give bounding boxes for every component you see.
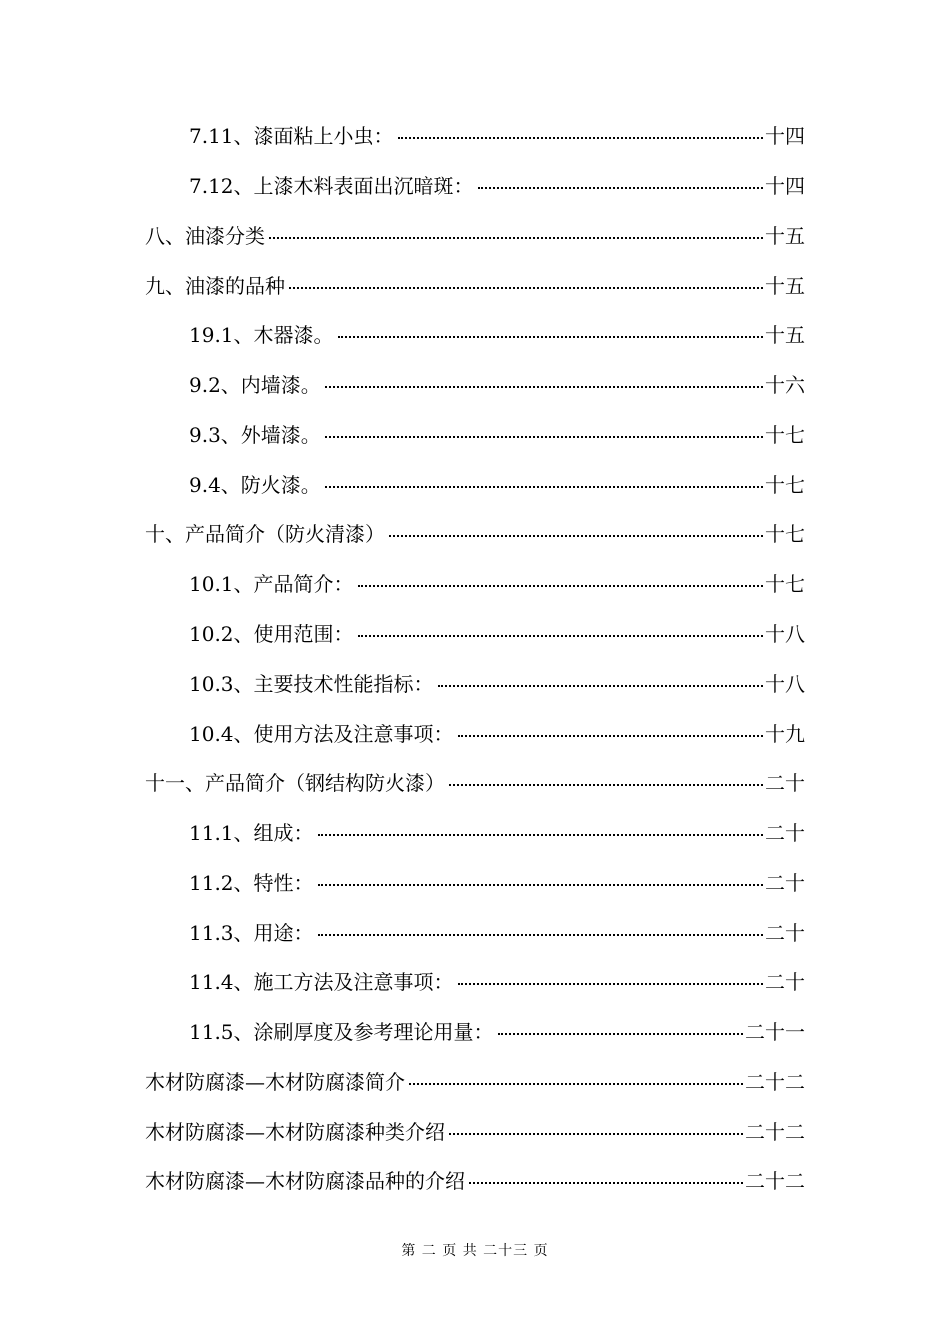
toc-entry-page: 十四	[765, 124, 805, 148]
toc-entry[interactable]	[189, 570, 805, 598]
toc-entry-page: 二十	[765, 821, 805, 845]
toc-entry-title: 10.4、使用方法及注意事项：	[189, 722, 454, 746]
toc-dot-leader	[318, 934, 763, 936]
toc-dot-leader	[478, 187, 763, 189]
toc-dot-leader	[325, 436, 763, 438]
toc-entry-page: 二十	[765, 871, 805, 895]
toc-entry-page: 十七	[765, 522, 805, 546]
toc-entry-page: 十七	[765, 423, 805, 447]
toc-entry[interactable]	[145, 1167, 805, 1195]
toc-dot-leader	[338, 336, 763, 338]
toc-entry[interactable]	[145, 222, 805, 250]
toc-entry[interactable]	[145, 272, 805, 300]
toc-entry-title: 9.4、防火漆。	[189, 473, 321, 497]
toc-entry-title: 19.1、木器漆。	[189, 323, 334, 347]
toc-entry-page: 十七	[765, 572, 805, 596]
toc-entry-title: 11.1、组成：	[189, 821, 314, 845]
toc-entry-page: 十六	[765, 373, 805, 397]
toc-entry-page: 十四	[765, 174, 805, 198]
toc-entry[interactable]	[189, 421, 805, 449]
page-footer: 第 二 页 共 二十三 页	[401, 1243, 549, 1259]
toc-entry[interactable]	[189, 869, 805, 897]
toc-entry-title: 十、产品简介（防火清漆）	[145, 522, 385, 546]
toc-entry-title: 11.5、涂刷厚度及参考理论用量：	[189, 1020, 494, 1044]
toc-entry-title: 八、油漆分类	[145, 224, 265, 248]
toc-entry-page: 十五	[765, 274, 805, 298]
toc-dot-leader	[438, 685, 763, 687]
toc-dot-leader	[409, 1083, 743, 1085]
toc-entry-page: 十九	[765, 722, 805, 746]
toc-entry-title: 10.3、主要技术性能指标：	[189, 672, 434, 696]
toc-dot-leader	[318, 834, 763, 836]
toc-entry-title: 11.2、特性：	[189, 871, 314, 895]
toc-entry[interactable]	[145, 1068, 805, 1096]
toc-entry[interactable]	[189, 122, 805, 150]
toc-entry-page: 十七	[765, 473, 805, 497]
toc-entry-page: 二十一	[745, 1020, 805, 1044]
toc-entry-title: 木材防腐漆—木材防腐漆简介	[145, 1070, 405, 1094]
toc-entry[interactable]	[189, 471, 805, 499]
toc-entry-title: 7.11、漆面粘上小虫：	[189, 124, 394, 148]
toc-entry-title: 11.4、施工方法及注意事项：	[189, 970, 454, 994]
toc-dot-leader	[498, 1033, 743, 1035]
toc-dot-leader	[289, 287, 763, 289]
toc-entry-title: 11.3、用途：	[189, 921, 314, 945]
toc-dot-leader	[325, 486, 763, 488]
toc-entry-page: 二十二	[745, 1120, 805, 1144]
toc-entry[interactable]	[189, 1018, 805, 1046]
toc-entry-title: 7.12、上漆木料表面出沉暗斑：	[189, 174, 474, 198]
toc-entry-page: 二十二	[745, 1070, 805, 1094]
toc-dot-leader	[449, 784, 763, 786]
toc-entry-title: 九、油漆的品种	[145, 274, 285, 298]
toc-entry[interactable]	[145, 1118, 805, 1146]
toc-dot-leader	[449, 1133, 743, 1135]
toc-entry[interactable]	[189, 371, 805, 399]
toc-entry[interactable]	[189, 968, 805, 996]
toc-entry-page: 二十	[765, 970, 805, 994]
toc-dot-leader	[398, 137, 763, 139]
toc-entry[interactable]	[189, 620, 805, 648]
toc-dot-leader	[269, 237, 763, 239]
toc-entry-page: 十五	[765, 323, 805, 347]
toc-entry[interactable]	[189, 172, 805, 200]
toc-entry-title: 木材防腐漆—木材防腐漆种类介绍	[145, 1120, 445, 1144]
toc-entry-title: 十一、产品简介（钢结构防火漆）	[145, 771, 445, 795]
toc-entry-page: 二十二	[745, 1169, 805, 1193]
toc-entry-title: 10.2、使用范围：	[189, 622, 354, 646]
toc-entry-page: 二十	[765, 771, 805, 795]
toc-entry[interactable]	[189, 720, 805, 748]
toc-dot-leader	[318, 884, 763, 886]
toc-entry-title: 9.3、外墙漆。	[189, 423, 321, 447]
toc-entry[interactable]	[189, 670, 805, 698]
toc-entry-page: 十八	[765, 622, 805, 646]
toc-dot-leader	[458, 983, 763, 985]
toc-dot-leader	[389, 535, 763, 537]
toc-entry-page: 二十	[765, 921, 805, 945]
toc-dot-leader	[358, 585, 763, 587]
toc-entry-title: 9.2、内墙漆。	[189, 373, 321, 397]
toc-entry[interactable]	[189, 321, 805, 349]
toc-entry-title: 木材防腐漆—木材防腐漆品种的介绍	[145, 1169, 465, 1193]
toc-dot-leader	[358, 635, 763, 637]
toc-entry-page: 十八	[765, 672, 805, 696]
toc-entry-title: 10.1、产品简介：	[189, 572, 354, 596]
toc-entry[interactable]	[189, 919, 805, 947]
toc-dot-leader	[325, 386, 763, 388]
toc-entry[interactable]	[145, 769, 805, 797]
toc-dot-leader	[458, 735, 763, 737]
toc-entry[interactable]	[145, 520, 805, 548]
toc-dot-leader	[469, 1182, 743, 1184]
toc-entry[interactable]	[189, 819, 805, 847]
toc-entry-page: 十五	[765, 224, 805, 248]
